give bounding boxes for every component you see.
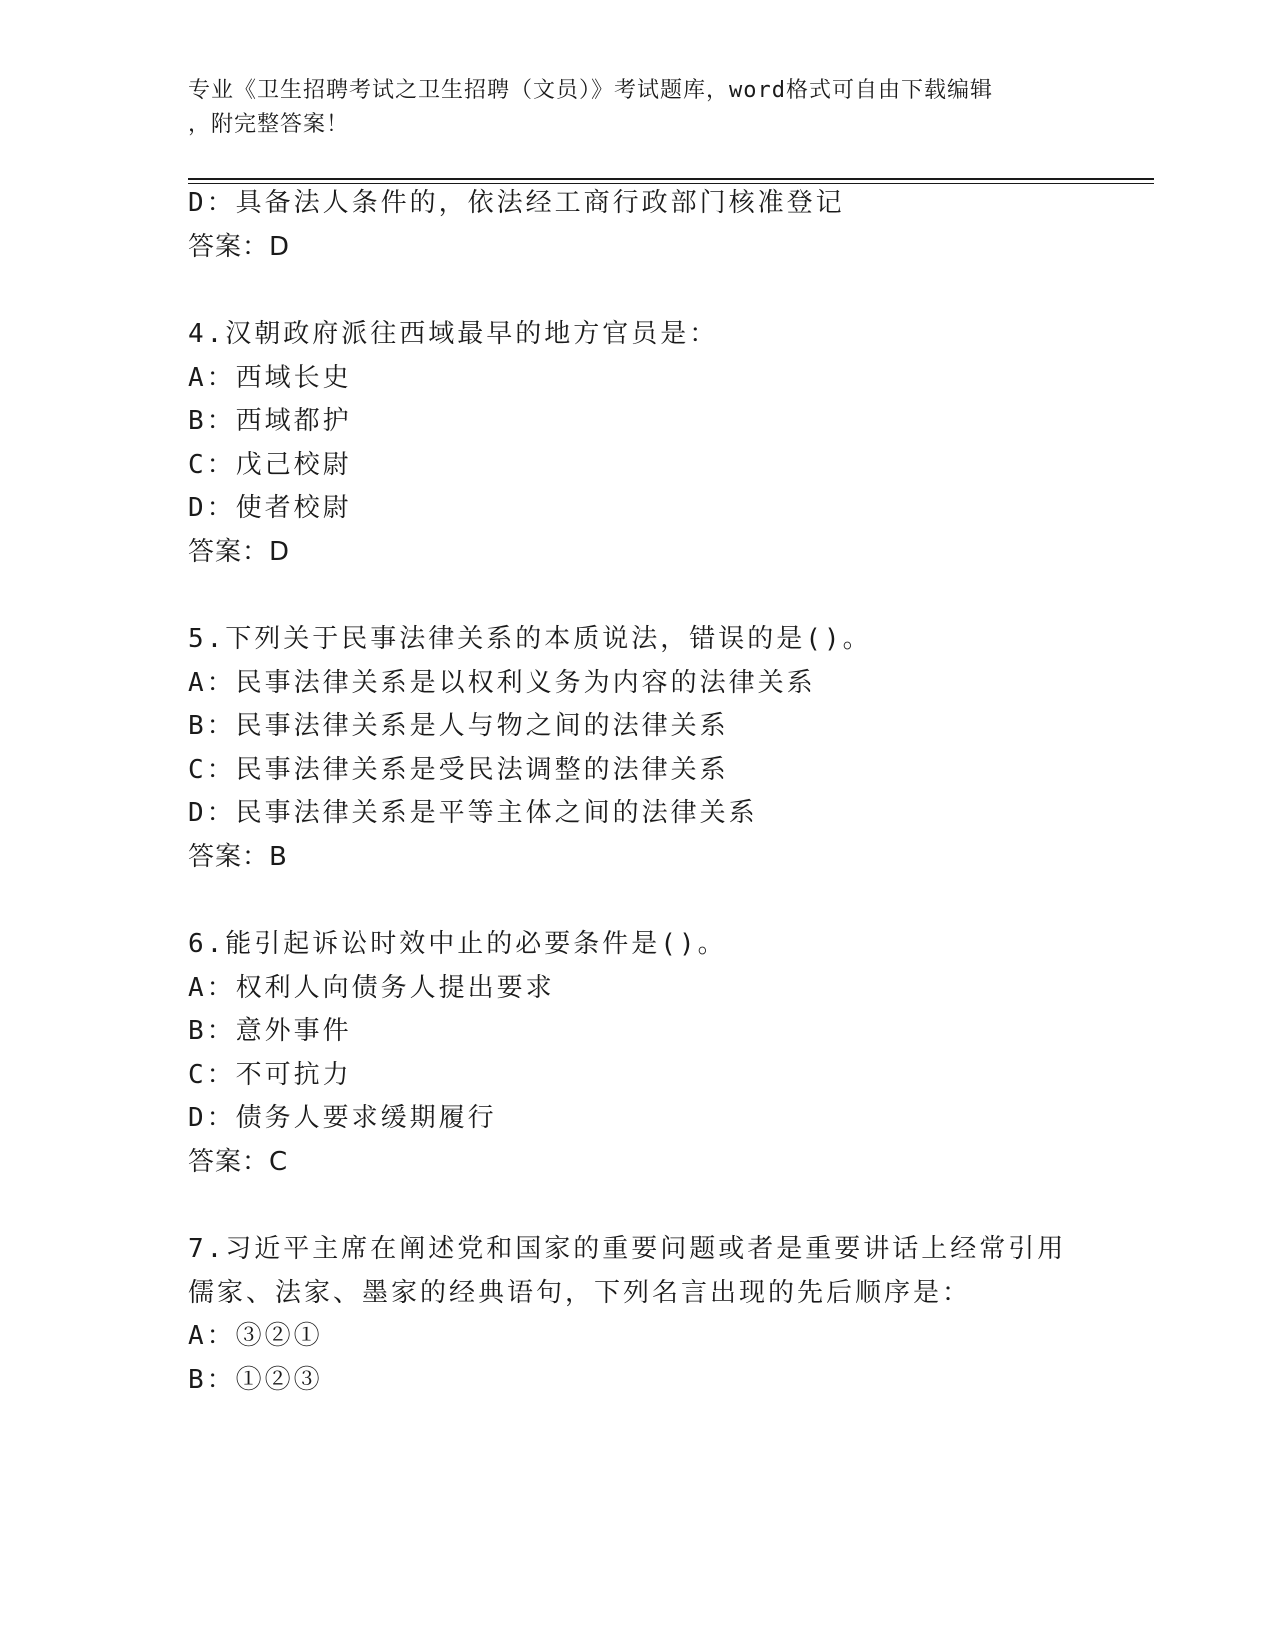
q4-option-d: D：使者校尉 <box>188 493 352 523</box>
q4-option-a: A：西域长史 <box>188 363 352 393</box>
q3-option-d: D：具备法人条件的，依法经工商行政部门核准登记 <box>188 188 845 218</box>
q4-option-c: C：戊己校尉 <box>188 450 352 480</box>
q6-stem: 6.能引起诉讼时效中止的必要条件是()。 <box>188 929 727 959</box>
q6-answer: 答案：C <box>188 1147 289 1177</box>
header-rule-thin <box>188 183 1154 184</box>
q5-option-a: A：民事法律关系是以权利义务为内容的法律关系 <box>188 668 816 698</box>
q7-option-a: A：③②① <box>188 1321 323 1351</box>
q6-option-b: B：意外事件 <box>188 1016 352 1046</box>
document-header <box>188 74 1088 142</box>
q7-stem-line-1: 7.习近平主席在阐述党和国家的重要问题或者是重要讲话上经常引用 <box>188 1234 1067 1264</box>
q5-stem: 5.下列关于民事法律关系的本质说法，错误的是()。 <box>188 624 872 654</box>
q4-stem: 4.汉朝政府派往西域最早的地方官员是： <box>188 319 719 349</box>
q3-answer: 答案：D <box>188 232 291 262</box>
header-rule-thick <box>188 178 1154 180</box>
header-title-continuation: ，附完整答案！ <box>188 112 350 137</box>
q4-option-b: B：西域都护 <box>188 406 352 436</box>
q5-option-d: D：民事法律关系是平等主体之间的法律关系 <box>188 798 758 828</box>
q5-option-b: B：民事法律关系是人与物之间的法律关系 <box>188 711 729 741</box>
q7-option-b: B：①②③ <box>188 1365 323 1395</box>
header-title-line: 专业《卫生招聘考试之卫生招聘（文员）》考试题库，word格式可自由下载编辑 <box>188 78 993 103</box>
q6-option-a: A：权利人向债务人提出要求 <box>188 973 555 1003</box>
q6-option-d: D：债务人要求缓期履行 <box>188 1103 497 1133</box>
q6-option-c: C：不可抗力 <box>188 1060 352 1090</box>
q7-stem-line-2: 儒家、法家、墨家的经典语句，下列名言出现的先后顺序是： <box>188 1278 972 1308</box>
q5-option-c: C：民事法律关系是受民法调整的法律关系 <box>188 755 729 785</box>
q4-answer: 答案：D <box>188 537 291 567</box>
q5-answer: 答案：B <box>188 842 288 872</box>
